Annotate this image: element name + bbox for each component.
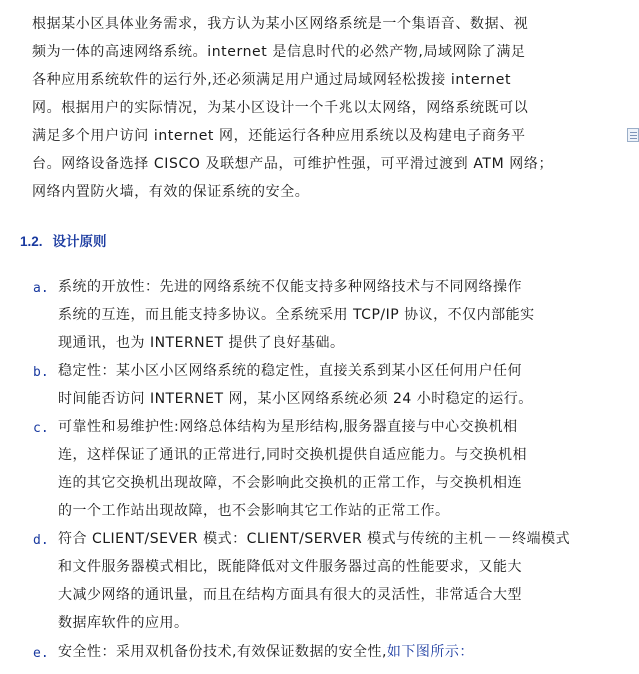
- item-line: 现通讯，也为 INTERNET 提供了良好基础。: [58, 335, 345, 351]
- item-line: 大减少网络的通讯量，而且在结构方面具有很大的灵活性，非常适合大型: [58, 587, 522, 603]
- intro-line: 频为一体的高速网络系统。internet 是信息时代的必然产物,局域网除了满足: [32, 44, 526, 60]
- item-line: 数据库软件的应用。: [58, 615, 189, 631]
- intro-line: 各种应用系统软件的运行外,还必须满足用户通过局域网轻松拨接 internet: [32, 72, 512, 88]
- intro-line: 台。网络设备选择 CISCO 及联想产品，可维护性强，可平滑过渡到 ATM 网络；: [32, 156, 554, 172]
- intro-line: 网络内置防火墙，有效的保证系统的安全。: [32, 184, 310, 200]
- item-line: 系统的互连，而且能支持多协议。全系统采用 TCP/IP 协议，不仅内部能实: [58, 307, 535, 323]
- intro-line: 网。根据用户的实际情况，为某小区设计一个千兆以太网络，网络系统既可以: [32, 100, 529, 116]
- item-line: [58, 643, 474, 661]
- item-line: 连的其它交换机出现故障，不会影响此交换机的正常工作，与交换机相连: [58, 475, 522, 491]
- list-marker: c.: [33, 421, 49, 436]
- item-line: 的一个工作站出现故障，也不会影响其它工作站的正常工作。: [58, 503, 450, 519]
- section-heading: [20, 230, 107, 250]
- list-marker: b.: [33, 365, 49, 380]
- item-line: 和文件服务器模式相比，既能降低对文件服务器过高的性能要求，又能大: [58, 559, 522, 575]
- list-marker: a.: [33, 281, 49, 296]
- item-line: 系统的开放性：先进的网络系统不仅能支持多种网络技术与不同网络操作: [58, 279, 522, 295]
- list-marker: d.: [33, 533, 49, 548]
- section-number: 1.2.: [20, 234, 43, 249]
- section-title: 设计原则: [52, 234, 107, 249]
- item-line: 连，这样保证了通讯的正常进行,同时交换机提供自适应能力。与交换机相: [58, 447, 527, 463]
- item-line: 稳定性：某小区小区网络系统的稳定性，直接关系到某小区任何用户任何: [58, 363, 522, 379]
- item-text: 安全性：采用双机备份技术,有效保证数据的安全性,: [58, 644, 387, 660]
- intro-line: 满足多个用户访问 internet 网，还能运行各种应用系统以及构建电子商务平: [32, 128, 526, 144]
- figure-link[interactable]: 如下图所示：: [386, 644, 474, 660]
- item-line: 符合 CLIENT/SEVER 模式：CLIENT/SERVER 模式与传统的主机－－终端模式: [58, 531, 571, 547]
- document-icon[interactable]: [627, 128, 639, 142]
- item-line: 可靠性和易维护性:网络总体结构为星形结构,服务器直接与中心交换机相: [58, 419, 518, 435]
- intro-line: 根据某小区具体业务需求，我方认为某小区网络系统是一个集语音、数据、视: [32, 16, 529, 32]
- list-marker: e.: [33, 646, 49, 661]
- item-line: 时间能否访问 INTERNET 网，某小区网络系统必须 24 小时稳定的运行。: [58, 391, 533, 407]
